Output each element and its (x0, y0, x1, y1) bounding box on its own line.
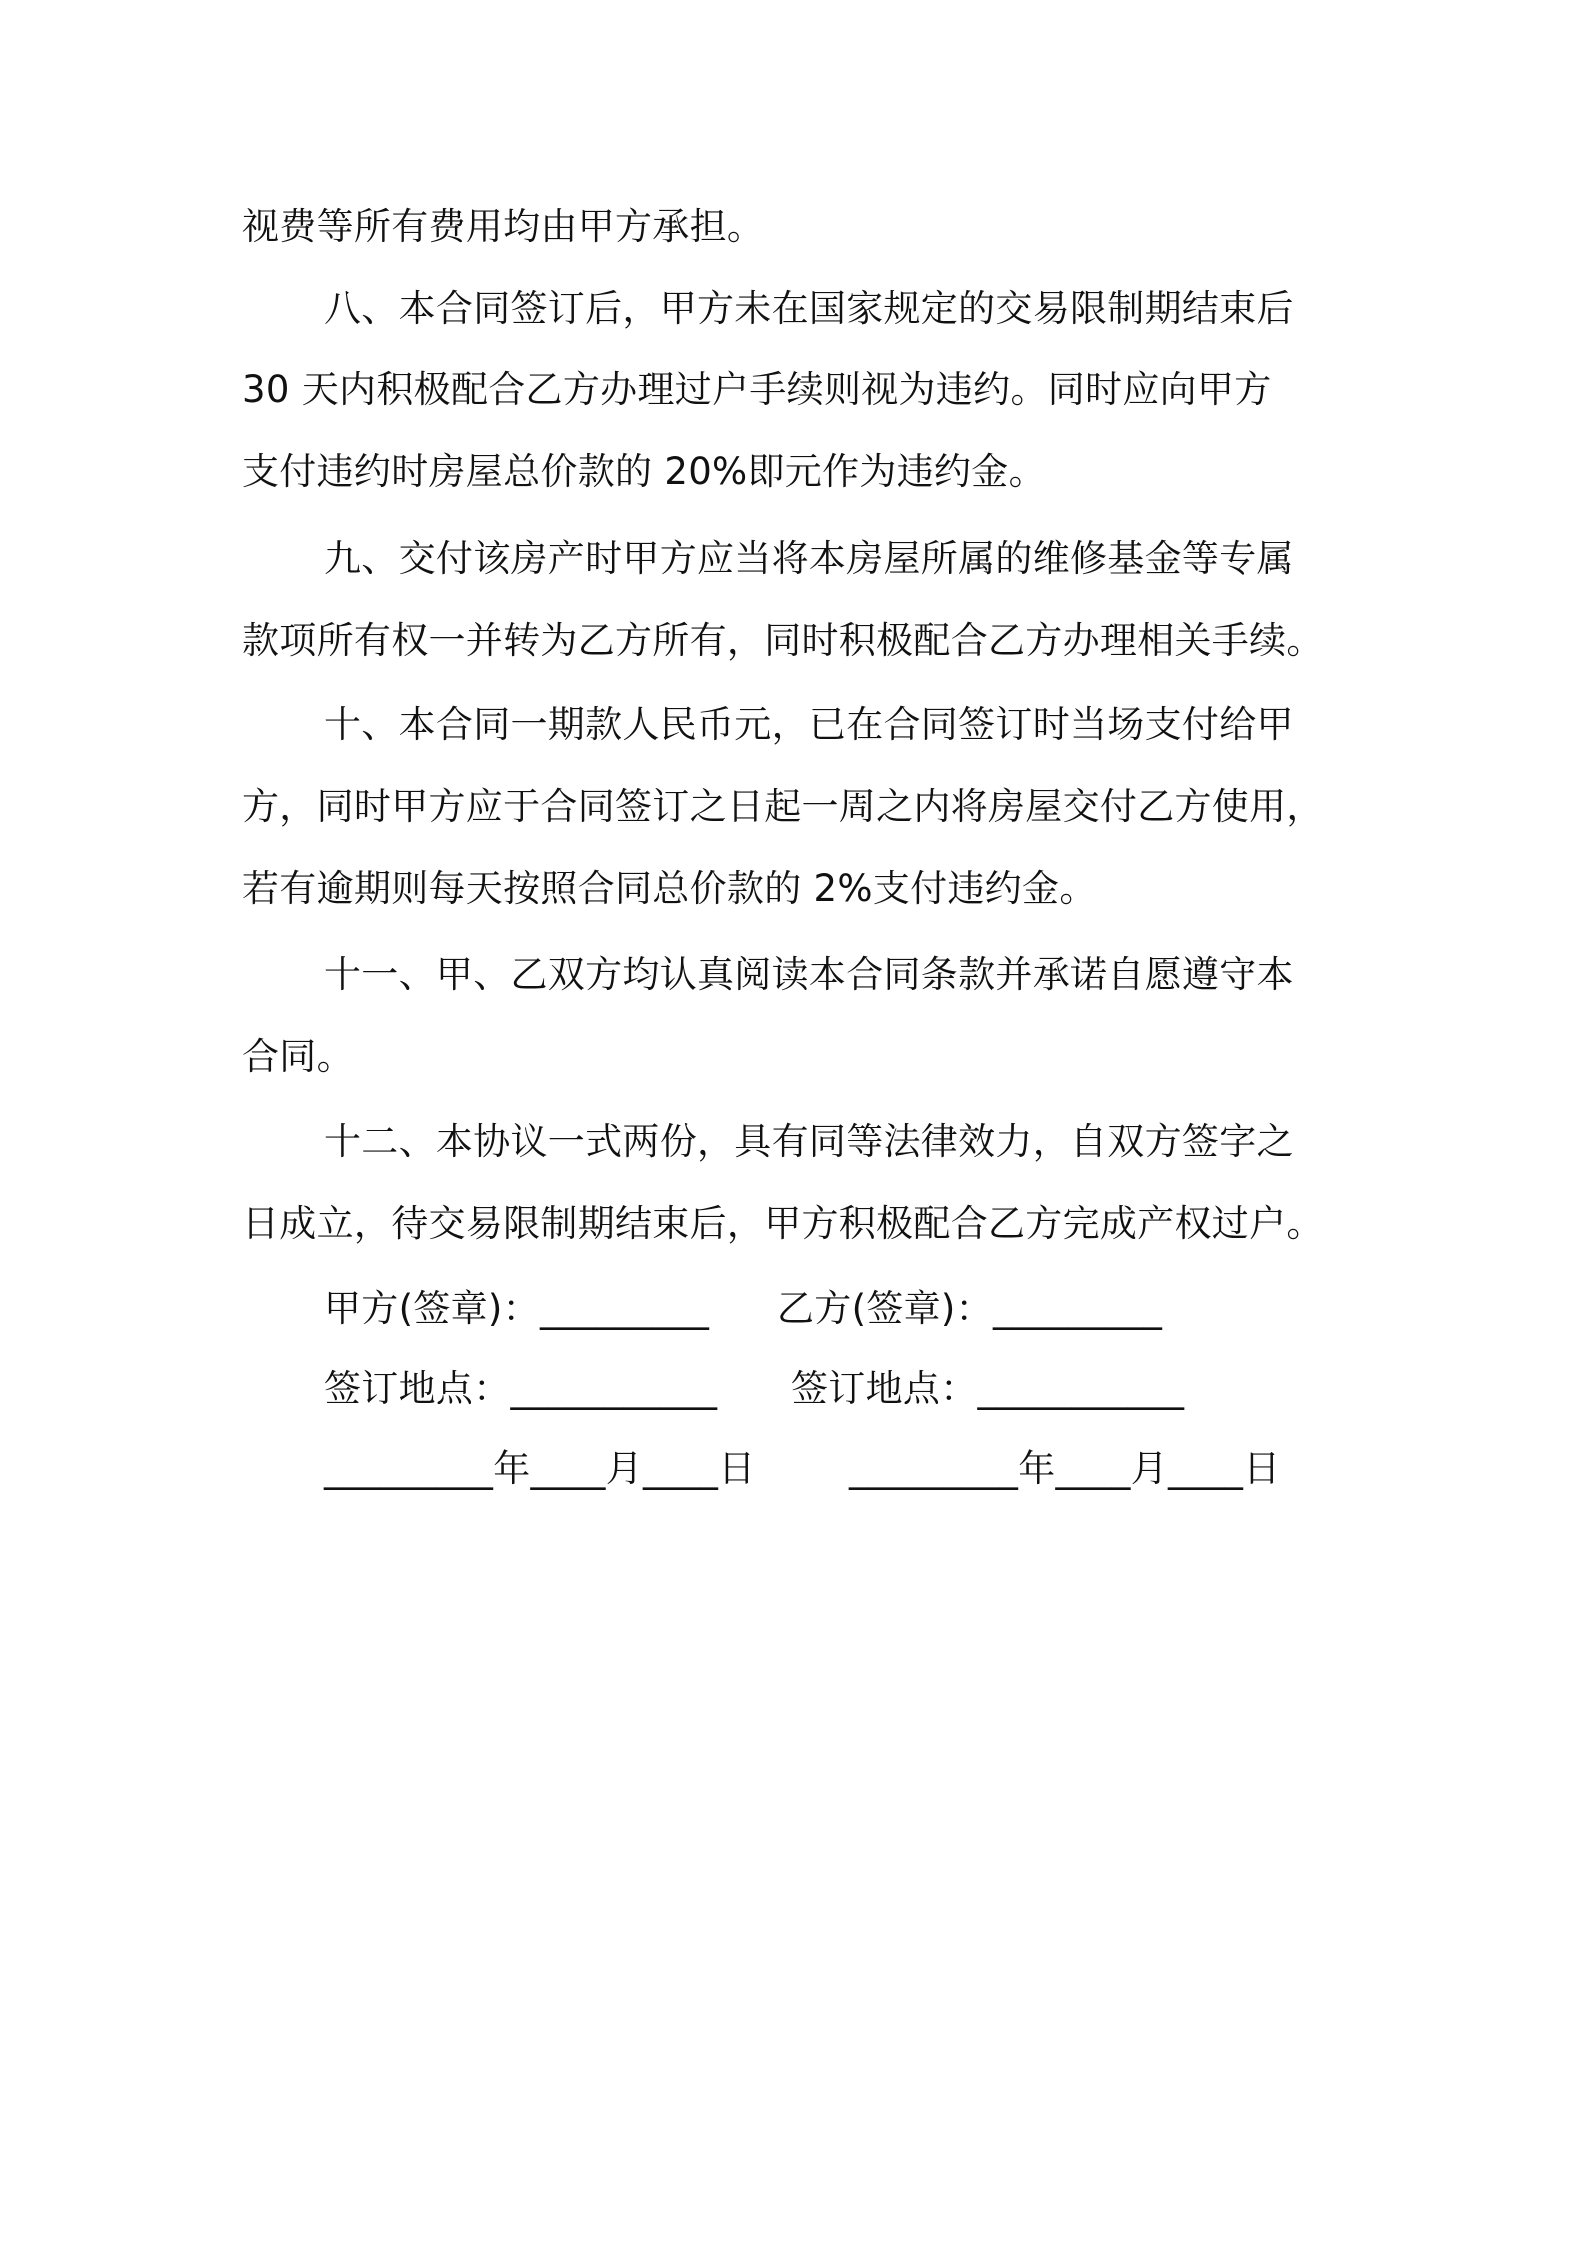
clause-10-line-2: 方，同时甲方应于合同签订之日起一周之内将房屋交付乙方使用， (242, 785, 1324, 828)
clause-8-line-3: 支付违约时房屋总价款的 20%即元作为违约金。 (242, 450, 1046, 493)
party-a-signature-field: 甲方(签章)：_________ (324, 1287, 710, 1330)
paragraph-7-continuation: 视费等所有费用均由甲方承担。 (242, 205, 765, 248)
clause-9-line-2: 款项所有权一并转为乙方所有，同时积极配合乙方办理相关手续。 (242, 619, 1324, 662)
clause-8-line-1: 八、本合同签订后，甲方未在国家规定的交易限制期结束后 (324, 287, 1294, 330)
party-b-signing-place-field: 签订地点：___________ (791, 1367, 1185, 1410)
party-b-signature-field: 乙方(签章)：_________ (777, 1287, 1163, 1330)
clause-11-line-2: 合同。 (242, 1035, 354, 1078)
party-a-date-field: _________年____月____日 (324, 1447, 756, 1490)
clause-10-line-3: 若有逾期则每天按照合同总价款的 2%支付违约金。 (242, 867, 1097, 910)
clause-10-line-1: 十、本合同一期款人民币元，已在合同签订时当场支付给甲 (324, 703, 1294, 746)
clause-12-line-2: 日成立，待交易限制期结束后，甲方积极配合乙方完成产权过户。 (242, 1202, 1324, 1245)
party-b-date-field: _________年____月____日 (849, 1447, 1281, 1490)
party-a-signing-place-field: 签订地点：___________ (324, 1367, 718, 1410)
clause-12-line-1: 十二、本协议一式两份，具有同等法律效力，自双方签字之 (324, 1120, 1294, 1163)
clause-11-line-1: 十一、甲、乙双方均认真阅读本合同条款并承诺自愿遵守本 (324, 953, 1294, 996)
clause-8-line-2: 30 天内积极配合乙方办理过户手续则视为违约。同时应向甲方 (242, 368, 1272, 411)
clause-9-line-1: 九、交付该房产时甲方应当将本房屋所属的维修基金等专属 (324, 537, 1294, 580)
